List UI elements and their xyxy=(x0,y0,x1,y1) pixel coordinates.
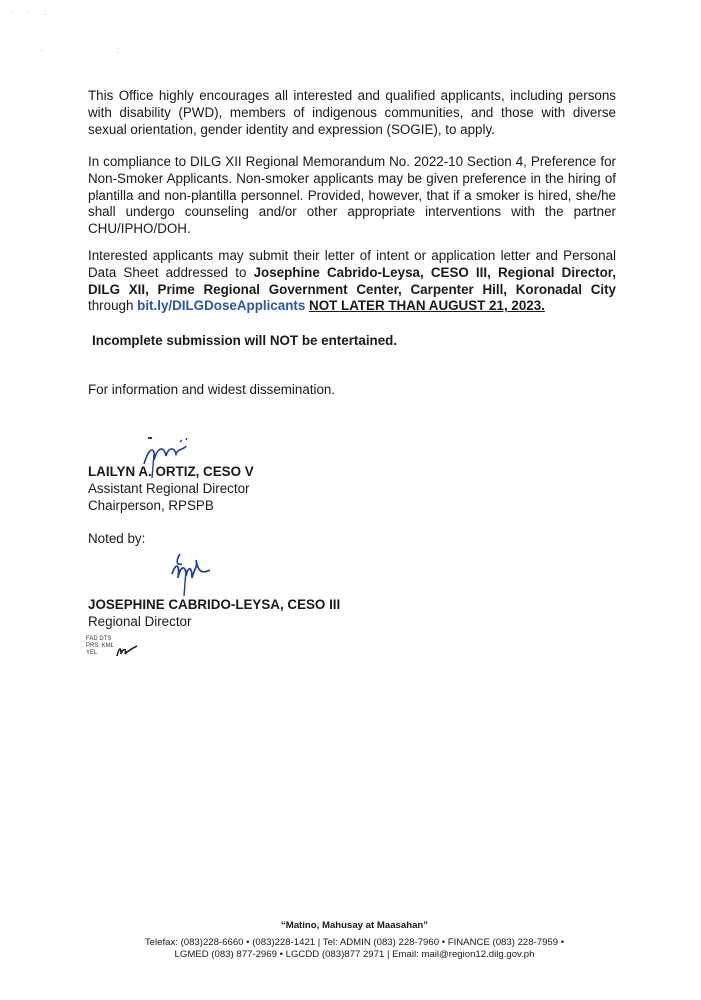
signature-image xyxy=(166,548,226,598)
deadline: NOT LATER THAN AUGUST 21, 2023. xyxy=(309,298,545,314)
pwd-sogie-paragraph: This Office highly encourages all interested and qualified applicants, including persons with disability (PWD), members of indigenous communities, and those with diverse sexual orientation, gender identity and expression (SOGIE), to apply. xyxy=(88,88,616,137)
submission-paragraph xyxy=(88,248,616,315)
through-text: through xyxy=(88,298,138,314)
noted-by-label: Noted by: xyxy=(88,531,146,546)
submission-intro: Interested applicants may submit their letter of intent or application letter and Personal Data Sheet addressed to xyxy=(88,248,616,280)
footer-contact-line: LGMED (083) 877-2969 • LGCDD (083)877 2971 | Email: mail@region12.dilg.gov.ph xyxy=(174,949,535,960)
non-smoker-paragraph: In compliance to DILG XII Regional Memorandum No. 2022-10 Section 4, Preference for Non-Smoker Applicants. Non-smoker applicants may be given preference in the hiring of plantilla and non-plantilla personnel. Provided, however, that if a smoker is hired, she/he shall undergo counseling and/or other appropriate interventions with the partner CHU/IPHO/DOH. xyxy=(88,154,616,237)
initials-line: PRS: KML xyxy=(86,643,115,649)
scan-specks: · : xyxy=(40,46,156,55)
initials-mark xyxy=(115,644,139,658)
scan-specks: · · : xyxy=(10,8,52,17)
signatory-1-title: Assistant Regional Director xyxy=(88,480,250,496)
footer-contact-line: Telefax: (083)228-6660 • (083)228-1421 | Tel: ADMIN (083) 228-7960 • FINANCE (083) 228-7959 • xyxy=(144,937,565,948)
routing-initials xyxy=(86,636,114,657)
incomplete-warning: Incomplete submission will NOT be entertained. xyxy=(92,333,398,348)
signatory-1-block xyxy=(88,464,254,514)
initials-line: YEL xyxy=(86,650,98,656)
initials-line: FAD DTS xyxy=(86,636,112,642)
signatory-1-title-2: Chairperson, RPSPB xyxy=(88,497,214,513)
signatory-2-name: JOSEPHINE CABRIDO-LEYSA, CESO III xyxy=(88,597,341,612)
footer-motto: “Matino, Mahusay at Maasahan” xyxy=(280,920,429,931)
signatory-2-title: Regional Director xyxy=(88,613,192,629)
signatory-1-name: LAILYN A. ORTIZ, CESO V xyxy=(88,464,254,479)
application-link[interactable]: bit.ly/DILGDoseApplicants xyxy=(137,298,306,314)
addressee: Josephine Cabrido-Leysa, CESO III, Regional Director, DILG XII, Prime Regional Government Center, Carpenter Hill, Koronadal City xyxy=(88,264,616,297)
signatory-2-block xyxy=(88,597,340,631)
dissemination-note: For information and widest dissemination. xyxy=(88,382,336,397)
